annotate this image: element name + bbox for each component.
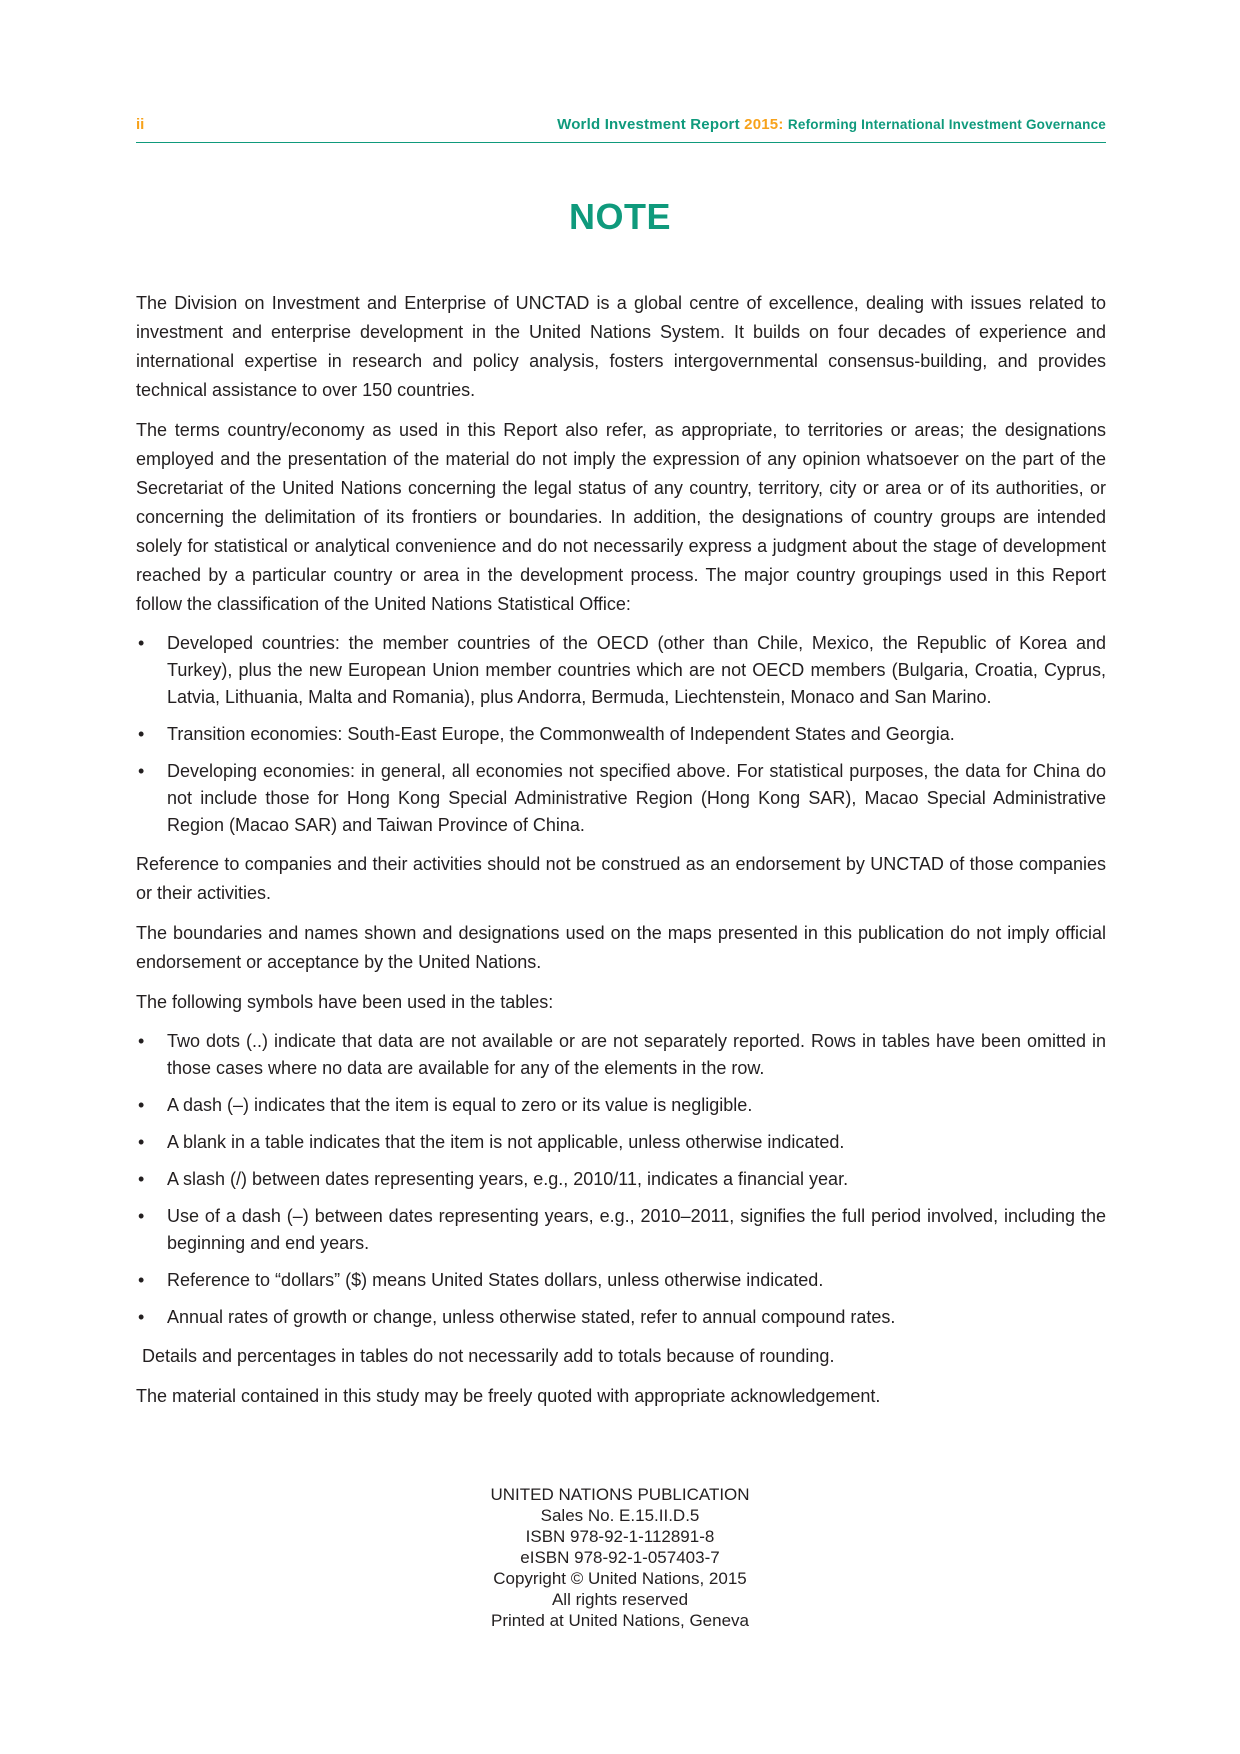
list-item <box>136 758 1106 839</box>
bullet: • <box>138 1169 145 1189</box>
list-item <box>136 630 1106 711</box>
bullet: • <box>138 1132 145 1152</box>
list-item-text: A dash (–) indicates that the item is equal to zero or its value is negligible. <box>167 1095 753 1115</box>
publication-info <box>0 1484 1240 1631</box>
list-item-text: Two dots (..) indicate that data are not available or are not separately reported. Rows in tables have been omitted in those cases where no data are available for any of the elements in the row. <box>167 1031 1106 1078</box>
bullet: • <box>138 1031 145 1051</box>
paragraph-maps: The boundaries and names shown and designations used on the maps presented in this publication do not imply official endorsement or acceptance by the United Nations. <box>136 923 1106 972</box>
list-item-text: A blank in a table indicates that the item is not applicable, unless otherwise indicated. <box>167 1132 845 1152</box>
note-body <box>136 289 1106 1422</box>
paragraph-symbols-intro: The following symbols have been used in the tables: <box>136 992 554 1012</box>
list-item <box>136 721 1106 748</box>
bullet: • <box>138 1307 145 1327</box>
sales-number: Sales No. E.15.II.D.5 <box>540 1506 700 1525</box>
list-item-text: Transition economies: South-East Europe, the Commonwealth of Independent States and Georgia. <box>167 724 955 744</box>
running-title <box>557 116 1106 133</box>
isbn: ISBN 978-92-1-112891-8 <box>525 1527 715 1546</box>
list-item <box>136 1092 1106 1119</box>
publication-line: UNITED NATIONS PUBLICATION <box>490 1485 750 1504</box>
report-title: World Investment Report <box>557 116 740 133</box>
bullet: • <box>138 724 145 744</box>
paragraph-rounding: Details and percentages in tables do not necessarily add to totals because of rounding. <box>142 1346 835 1366</box>
printed-at: Printed at United Nations, Geneva <box>491 1611 749 1630</box>
bullet: • <box>138 761 145 781</box>
page-title: NOTE <box>568 196 671 237</box>
report-year: 2015: <box>744 116 784 133</box>
list-item <box>136 1203 1106 1257</box>
list-item <box>136 1267 1106 1294</box>
list-item-text: A slash (/) between dates representing years, e.g., 2010/11, indicates a financial year. <box>167 1169 849 1189</box>
page-number: ii <box>136 116 145 133</box>
list-item <box>136 1028 1106 1082</box>
eisbn: eISBN 978-92-1-057403-7 <box>520 1548 720 1567</box>
paragraph-quotation: The material contained in this study may be freely quoted with appropriate acknowledgement. <box>136 1386 881 1406</box>
list-item-text: Developed countries: the member countries of the OECD (other than Chile, Mexico, the Republic of Korea and Turkey), plus the new European Union member countries which are not OECD members (Bulgaria, Croatia, Cyprus, Latvia, Lithuania, Malta and Romania), plus Andorra, Bermuda, Liechtenstein, Monaco and San Marino. <box>167 633 1106 707</box>
rights: All rights reserved <box>551 1590 689 1609</box>
bullet: • <box>138 1095 145 1115</box>
report-subtitle: Reforming International Investment Governance <box>787 117 1106 132</box>
list-item <box>136 1304 1106 1331</box>
list-item <box>136 1129 1106 1156</box>
list-item <box>136 1166 1106 1193</box>
bullet: • <box>138 633 145 653</box>
bullet: • <box>138 1206 145 1226</box>
list-item-text: Use of a dash (–) between dates representing years, e.g., 2010–2011, signifies the full period involved, including the beginning and end years. <box>167 1206 1106 1253</box>
list-item-text: Reference to “dollars” ($) means United States dollars, unless otherwise indicated. <box>167 1270 824 1290</box>
paragraph-companies: Reference to companies and their activities should not be construed as an endorsement by UNCTAD of those companies or their activities. <box>136 854 1106 903</box>
paragraph-terms: The terms country/economy as used in this Report also refer, as appropriate, to territories or areas; the designations employed and the presentation of the material do not imply the expression of any opinion whatsoever on the part of the Secretariat of the United Nations concerning the legal status of any country, territory, city or area or of its authorities, or concerning the delimitation of its frontiers or boundaries. In addition, the designations of country groups are intended solely for statistical or analytical convenience and do not necessarily express a judgment about the stage of development reached by a particular country or area in the development process. The major country groupings used in this Report follow the classification of the United Nations Statistical Office: <box>136 420 1106 614</box>
list-item-text: Developing economies: in general, all economies not specified above. For statistical purposes, the data for China do not include those for Hong Kong Special Administrative Region (Hong Kong SAR), Macao Special Administrative Region (Macao SAR) and Taiwan Province of China. <box>167 761 1106 835</box>
bullet: • <box>138 1270 145 1290</box>
paragraph-division: The Division on Investment and Enterprise of UNCTAD is a global centre of excellence, dealing with issues related to investment and enterprise development in the United Nations System. It builds on four decades of experience and international expertise in research and policy analysis, fosters intergovernmental consensus-building, and provides technical assistance to over 150 countries. <box>136 293 1106 400</box>
list-item-text: Annual rates of growth or change, unless otherwise stated, refer to annual compound rates. <box>167 1307 896 1327</box>
symbols-list <box>136 1028 1106 1331</box>
running-header <box>136 116 1106 143</box>
copyright: Copyright © United Nations, 2015 <box>493 1569 747 1588</box>
country-groupings-list <box>136 630 1106 839</box>
